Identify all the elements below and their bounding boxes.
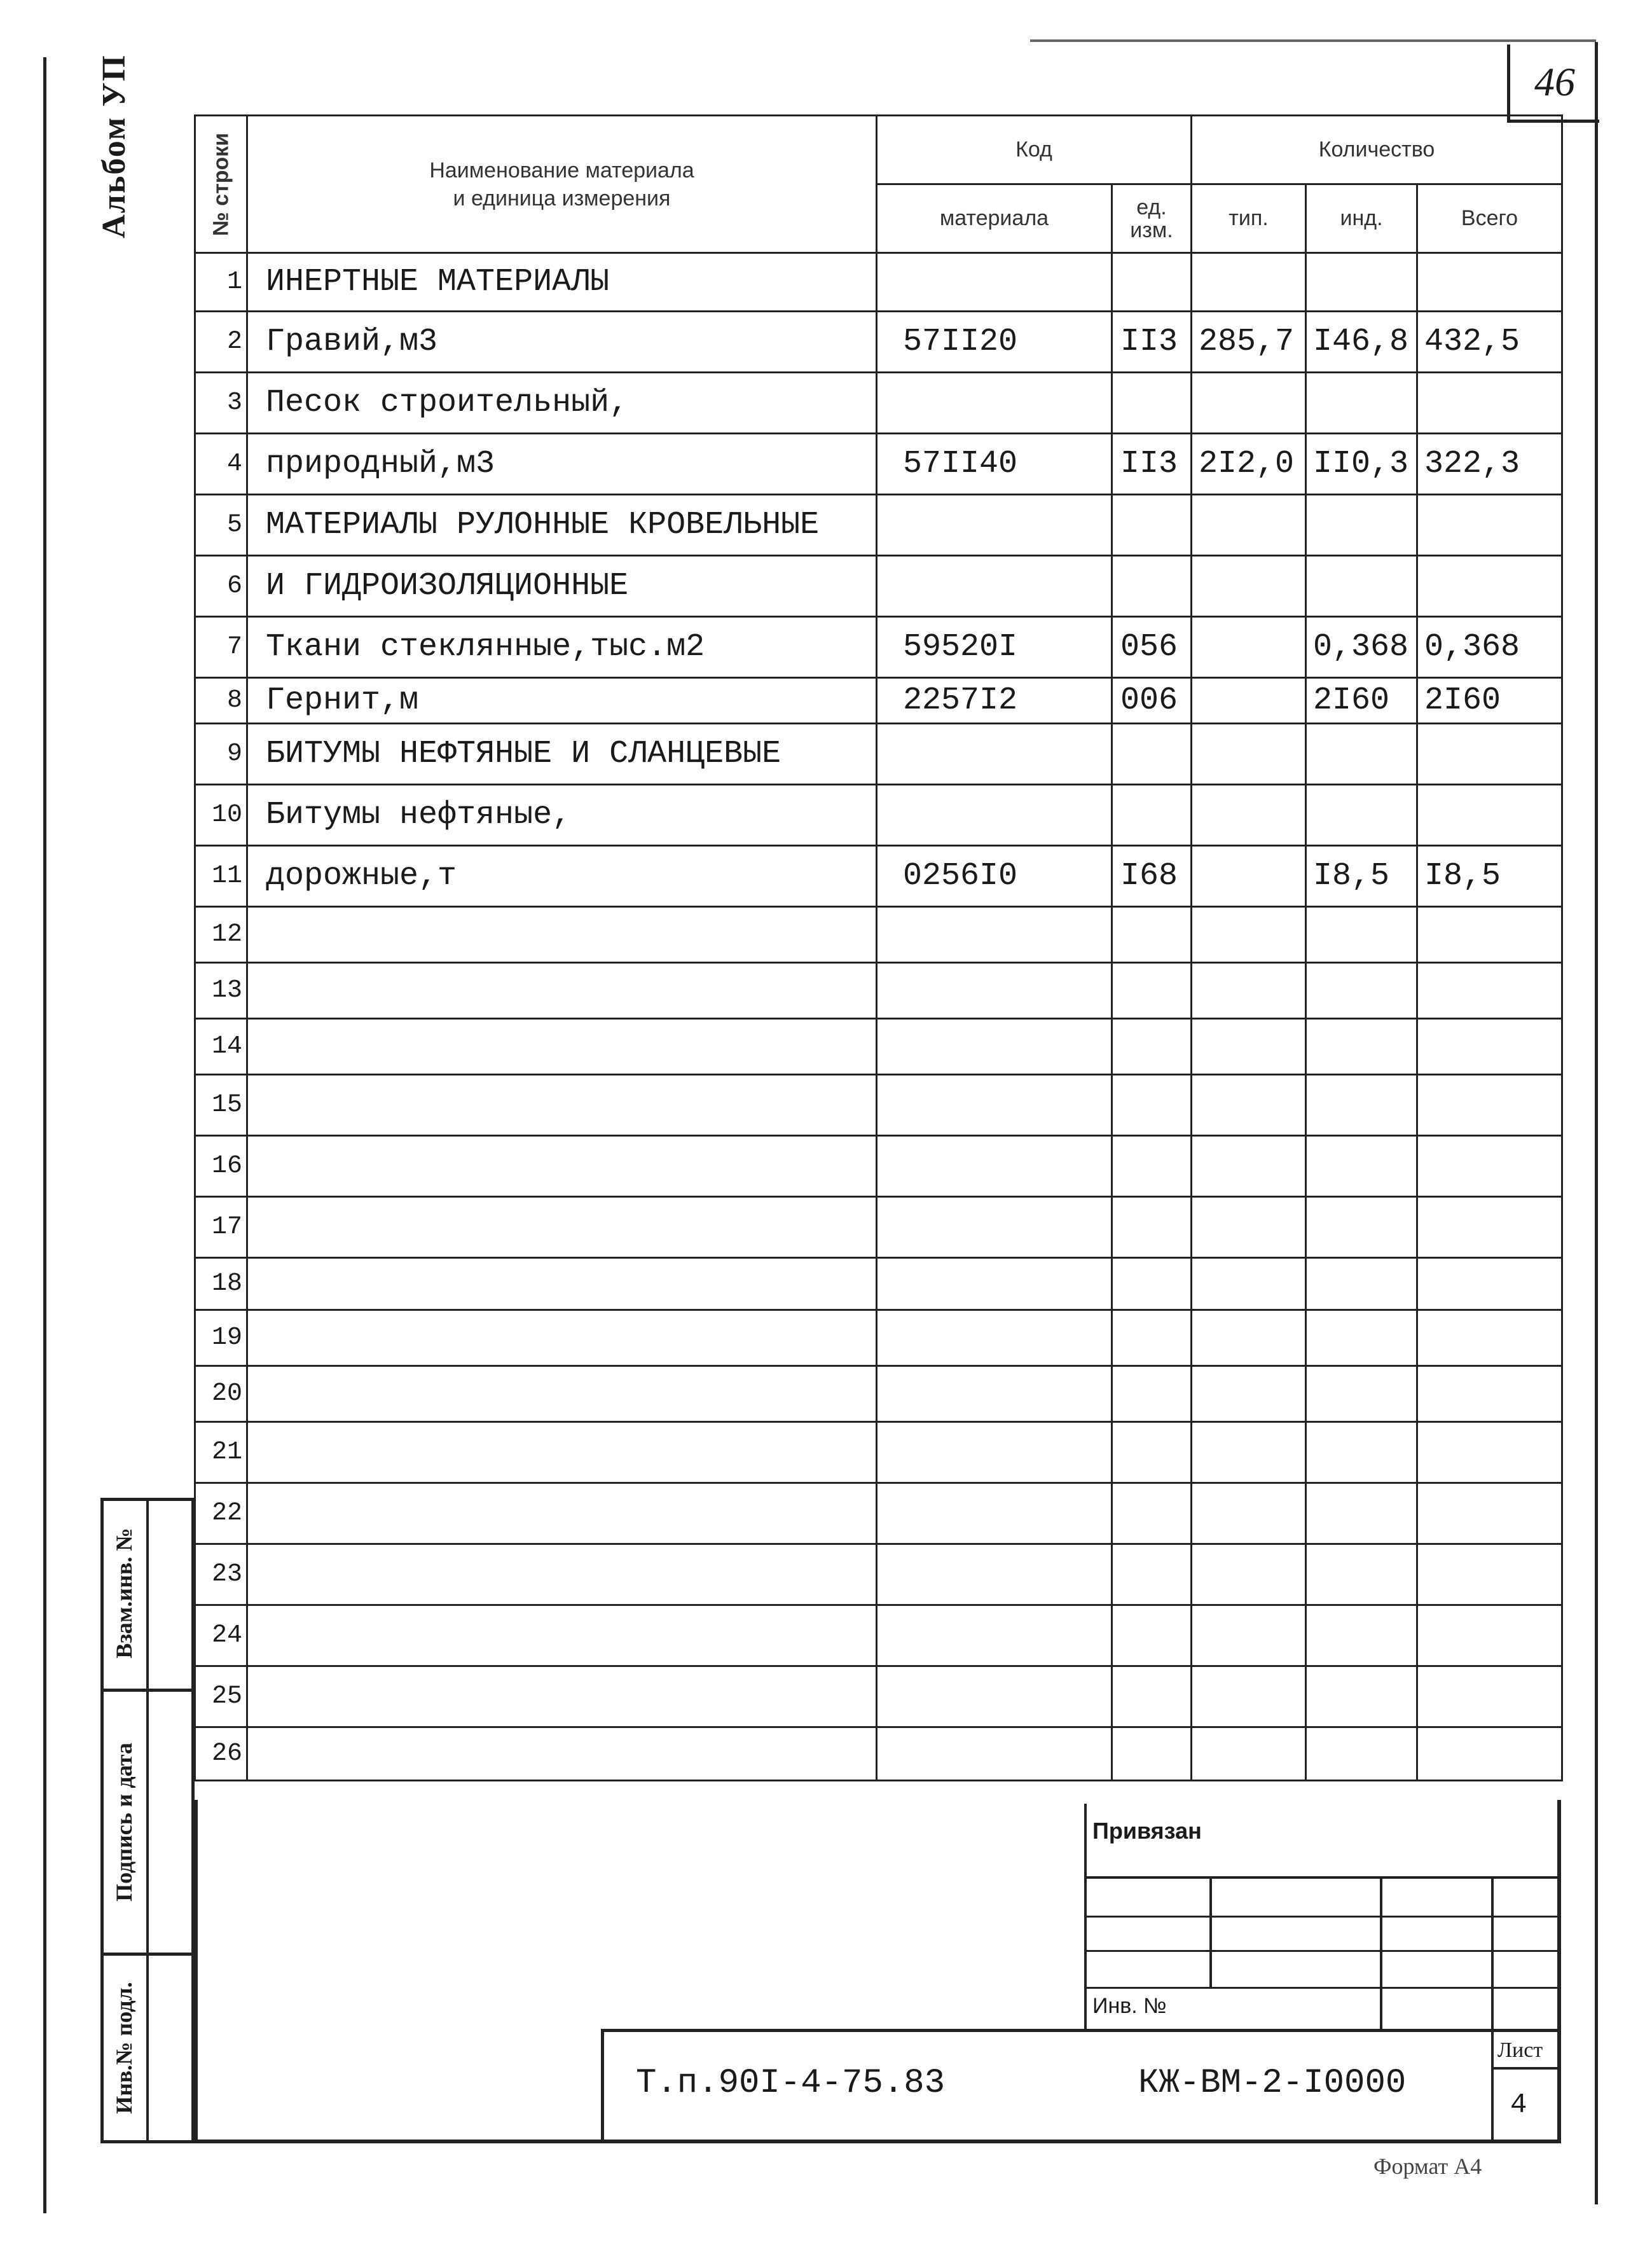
unit-code	[1112, 1544, 1192, 1605]
qty-total	[1417, 907, 1562, 963]
material-name	[247, 1136, 877, 1197]
qty-ind	[1306, 1422, 1417, 1483]
material-name	[247, 1605, 877, 1666]
header-qty-ind: инд.	[1306, 184, 1417, 253]
table-row	[195, 1666, 1562, 1727]
table-row	[195, 1422, 1562, 1483]
table-row	[195, 907, 1562, 963]
row-number: 15	[195, 1075, 247, 1136]
row-number: 13	[195, 963, 247, 1019]
qty-typ	[1192, 373, 1306, 434]
row-number: 11	[195, 846, 247, 907]
qty-ind	[1306, 963, 1417, 1019]
qty-total	[1417, 1605, 1562, 1666]
row-number: 23	[195, 1544, 247, 1605]
unit-code	[1112, 556, 1192, 617]
header-code-group: Код	[877, 116, 1192, 184]
qty-ind	[1306, 907, 1417, 963]
qty-total	[1417, 1258, 1562, 1310]
row-number: 25	[195, 1666, 247, 1727]
table-row	[195, 556, 1562, 617]
table-row	[195, 1544, 1562, 1605]
row-number: 5	[195, 495, 247, 556]
material-code	[877, 1075, 1112, 1136]
qty-typ	[1192, 617, 1306, 678]
material-code	[877, 785, 1112, 846]
qty-typ	[1192, 1422, 1306, 1483]
material-code: 59520I	[877, 617, 1112, 678]
table-row	[195, 963, 1562, 1019]
qty-total	[1417, 1422, 1562, 1483]
material-code	[877, 495, 1112, 556]
material-name	[247, 1544, 877, 1605]
row-number: 3	[195, 373, 247, 434]
unit-code	[1112, 1310, 1192, 1366]
qty-ind	[1306, 1605, 1417, 1666]
qty-total	[1417, 1666, 1562, 1727]
unit-code	[1112, 1605, 1192, 1666]
material-name	[247, 1197, 877, 1258]
material-name	[247, 963, 877, 1019]
unit-code	[1112, 1422, 1192, 1483]
qty-typ	[1192, 1483, 1306, 1544]
qty-typ	[1192, 1727, 1306, 1781]
material-name	[247, 1366, 877, 1422]
qty-typ	[1192, 678, 1306, 724]
material-name: Песок строительный,	[247, 373, 877, 434]
qty-ind	[1306, 253, 1417, 312]
material-name	[247, 1075, 877, 1136]
side-label-inv: Инв.№ подл.	[111, 1982, 137, 2114]
unit-code	[1112, 1258, 1192, 1310]
material-name	[247, 1019, 877, 1075]
header-name: Наименование материала и единица измерения	[247, 116, 877, 253]
sheet-value: 4	[1510, 2089, 1527, 2121]
unit-code	[1112, 724, 1192, 785]
row-number: 24	[195, 1605, 247, 1666]
title-block-col-c	[1491, 1876, 1494, 2143]
table-row	[195, 724, 1562, 785]
side-label-vzam: Взам.инв. №	[111, 1528, 137, 1659]
material-code	[877, 1605, 1112, 1666]
qty-total	[1417, 1727, 1562, 1781]
table-row	[195, 785, 1562, 846]
qty-typ	[1192, 1019, 1306, 1075]
header-row-number: № строки	[195, 116, 247, 253]
material-name: И ГИДРОИЗОЛЯЦИОННЫЕ	[247, 556, 877, 617]
qty-total	[1417, 1544, 1562, 1605]
table-row	[195, 1197, 1562, 1258]
qty-total	[1417, 1019, 1562, 1075]
material-code	[877, 907, 1112, 963]
qty-ind	[1306, 1666, 1417, 1727]
qty-ind	[1306, 1310, 1417, 1366]
side-stamp-divider	[146, 1498, 149, 2143]
material-code	[877, 1136, 1112, 1197]
qty-total	[1417, 373, 1562, 434]
material-name	[247, 1483, 877, 1544]
title-block-line-4	[1084, 1987, 1561, 1989]
header-qty-typ: тип.	[1192, 184, 1306, 253]
qty-typ	[1192, 556, 1306, 617]
table-row	[195, 1727, 1562, 1781]
row-number: 14	[195, 1019, 247, 1075]
unit-code	[1112, 1727, 1192, 1781]
header-code-material: материала	[877, 184, 1112, 253]
row-number: 6	[195, 556, 247, 617]
material-code: 2257I2	[877, 678, 1112, 724]
table-row	[195, 434, 1562, 495]
right-frame-line	[1595, 42, 1598, 2204]
project-code: Т.п.90I-4-75.83	[636, 2064, 946, 2103]
unit-code	[1112, 1483, 1192, 1544]
row-number: 21	[195, 1422, 247, 1483]
material-name	[247, 1258, 877, 1310]
row-number: 2	[195, 312, 247, 373]
qty-typ: 285,7	[1192, 312, 1306, 373]
unit-code	[1112, 1197, 1192, 1258]
table-row	[195, 617, 1562, 678]
unit-code	[1112, 1136, 1192, 1197]
qty-ind	[1306, 1197, 1417, 1258]
privyazan-label: Привязан	[1092, 1818, 1202, 1844]
qty-total	[1417, 253, 1562, 312]
row-number: 20	[195, 1366, 247, 1422]
row-number: 22	[195, 1483, 247, 1544]
qty-total	[1417, 785, 1562, 846]
table-row	[195, 1075, 1562, 1136]
row-number: 12	[195, 907, 247, 963]
material-name: Гравий,м3	[247, 312, 877, 373]
material-name	[247, 1422, 877, 1483]
material-code	[877, 1258, 1112, 1310]
qty-typ	[1192, 907, 1306, 963]
table-row	[195, 1605, 1562, 1666]
unit-code	[1112, 253, 1192, 312]
top-frame-line	[1030, 39, 1596, 42]
unit-code: 006	[1112, 678, 1192, 724]
title-block-line-3	[1084, 1950, 1561, 1952]
material-name	[247, 1666, 877, 1727]
qty-total	[1417, 963, 1562, 1019]
title-block-col-a	[1209, 1876, 1212, 1988]
material-code: 57II20	[877, 312, 1112, 373]
row-number: 19	[195, 1310, 247, 1366]
material-name	[247, 1727, 877, 1781]
row-number: 1	[195, 253, 247, 312]
qty-total	[1417, 1136, 1562, 1197]
qty-ind	[1306, 373, 1417, 434]
material-name: природный,м3	[247, 434, 877, 495]
qty-typ	[1192, 963, 1306, 1019]
unit-code	[1112, 785, 1192, 846]
qty-typ	[1192, 253, 1306, 312]
left-margin-line	[43, 57, 46, 2213]
material-code	[877, 963, 1112, 1019]
material-name: Битумы нефтяные,	[247, 785, 877, 846]
material-code	[877, 1483, 1112, 1544]
qty-typ: 2I2,0	[1192, 434, 1306, 495]
table-row	[195, 678, 1562, 724]
table-row	[195, 253, 1562, 312]
qty-ind	[1306, 724, 1417, 785]
sheet-number: 46	[1507, 45, 1599, 123]
header-qty-total: Всего	[1417, 184, 1562, 253]
unit-code	[1112, 373, 1192, 434]
qty-total: I8,5	[1417, 846, 1562, 907]
materials-table	[194, 114, 1563, 1781]
material-name: Ткани стеклянные,тыс.м2	[247, 617, 877, 678]
row-number: 26	[195, 1727, 247, 1781]
table-row	[195, 312, 1562, 373]
material-code	[877, 1422, 1112, 1483]
qty-ind: I46,8	[1306, 312, 1417, 373]
material-code	[877, 373, 1112, 434]
qty-ind: 0,368	[1306, 617, 1417, 678]
qty-total	[1417, 1310, 1562, 1366]
row-number: 4	[195, 434, 247, 495]
table-row	[195, 1136, 1562, 1197]
qty-total	[1417, 1197, 1562, 1258]
qty-ind: II0,3	[1306, 434, 1417, 495]
unit-code: II3	[1112, 312, 1192, 373]
qty-typ	[1192, 1075, 1306, 1136]
material-code	[877, 1019, 1112, 1075]
material-code	[877, 1544, 1112, 1605]
material-code: 0256I0	[877, 846, 1112, 907]
material-name: ИНЕРТНЫЕ МАТЕРИАЛЫ	[247, 253, 877, 312]
header-code-unit: ед. изм.	[1112, 184, 1192, 253]
row-number: 18	[195, 1258, 247, 1310]
qty-ind: I8,5	[1306, 846, 1417, 907]
qty-ind	[1306, 1075, 1417, 1136]
unit-code: I68	[1112, 846, 1192, 907]
table-row	[195, 1019, 1562, 1075]
table-row	[195, 1483, 1562, 1544]
unit-code	[1112, 963, 1192, 1019]
sheet-label: Лист	[1497, 2038, 1543, 2062]
side-label-podpis: Подпись и дата	[111, 1743, 137, 1902]
qty-typ	[1192, 1666, 1306, 1727]
qty-typ	[1192, 785, 1306, 846]
qty-ind	[1306, 1544, 1417, 1605]
table-row	[195, 1366, 1562, 1422]
material-code	[877, 1666, 1112, 1727]
format-label: Формат А4	[1373, 2154, 1482, 2179]
qty-total: 432,5	[1417, 312, 1562, 373]
qty-total	[1417, 1366, 1562, 1422]
qty-typ	[1192, 724, 1306, 785]
unit-code	[1112, 1019, 1192, 1075]
row-number: 7	[195, 617, 247, 678]
qty-total	[1417, 1483, 1562, 1544]
title-block-col-b	[1380, 1876, 1382, 2030]
material-name: Гернит,м	[247, 678, 877, 724]
unit-code	[1112, 1666, 1192, 1727]
document-code: КЖ-ВМ-2-I0000	[1138, 2064, 1407, 2103]
qty-typ	[1192, 1197, 1306, 1258]
qty-ind	[1306, 1483, 1417, 1544]
qty-ind	[1306, 495, 1417, 556]
material-name: дорожные,т	[247, 846, 877, 907]
qty-typ	[1192, 1366, 1306, 1422]
title-block-line-2	[1084, 1916, 1561, 1918]
material-code: 57II40	[877, 434, 1112, 495]
unit-code	[1112, 1075, 1192, 1136]
row-number: 16	[195, 1136, 247, 1197]
row-number: 9	[195, 724, 247, 785]
qty-total	[1417, 724, 1562, 785]
unit-code	[1112, 907, 1192, 963]
row-number: 8	[195, 678, 247, 724]
title-block-left-divider	[601, 2029, 604, 2143]
title-block-sheet-line	[1491, 2067, 1561, 2070]
table-row	[195, 373, 1562, 434]
qty-typ	[1192, 1310, 1306, 1366]
table-row	[195, 495, 1562, 556]
unit-code	[1112, 495, 1192, 556]
unit-code: 056	[1112, 617, 1192, 678]
material-code	[877, 1727, 1112, 1781]
qty-typ	[1192, 1544, 1306, 1605]
material-name	[247, 1310, 877, 1366]
qty-total	[1417, 556, 1562, 617]
qty-typ	[1192, 1605, 1306, 1666]
material-code	[877, 1366, 1112, 1422]
qty-typ	[1192, 846, 1306, 907]
qty-ind	[1306, 1258, 1417, 1310]
qty-typ	[1192, 1258, 1306, 1310]
qty-total	[1417, 1075, 1562, 1136]
qty-total: 322,3	[1417, 434, 1562, 495]
material-name: МАТЕРИАЛЫ РУЛОННЫЕ КРОВЕЛЬНЫЕ	[247, 495, 877, 556]
qty-typ	[1192, 1136, 1306, 1197]
qty-ind: 2I60	[1306, 678, 1417, 724]
material-code	[877, 724, 1112, 785]
title-block-bottom-band-top	[601, 2029, 1561, 2032]
unit-code	[1112, 1366, 1192, 1422]
qty-ind	[1306, 1019, 1417, 1075]
qty-typ	[1192, 495, 1306, 556]
inv-no-label: Инв. №	[1092, 1994, 1167, 2018]
material-code	[877, 556, 1112, 617]
qty-total: 0,368	[1417, 617, 1562, 678]
unit-code: II3	[1112, 434, 1192, 495]
row-number: 10	[195, 785, 247, 846]
table-row	[195, 846, 1562, 907]
qty-ind	[1306, 785, 1417, 846]
qty-ind	[1306, 556, 1417, 617]
qty-ind	[1306, 1727, 1417, 1781]
qty-total: 2I60	[1417, 678, 1562, 724]
qty-ind	[1306, 1136, 1417, 1197]
table-row	[195, 1258, 1562, 1310]
material-code	[877, 253, 1112, 312]
qty-ind	[1306, 1366, 1417, 1422]
material-name	[247, 907, 877, 963]
header-quantity-group: Количество	[1192, 116, 1562, 184]
table-row	[195, 1310, 1562, 1366]
material-code	[877, 1197, 1112, 1258]
material-code	[877, 1310, 1112, 1366]
title-block-privyazan-line	[1084, 1876, 1561, 1879]
row-number: 17	[195, 1197, 247, 1258]
album-label: Альбом УП	[96, 54, 132, 239]
material-name: БИТУМЫ НЕФТЯНЫЕ И СЛАНЦЕВЫЕ	[247, 724, 877, 785]
qty-total	[1417, 495, 1562, 556]
